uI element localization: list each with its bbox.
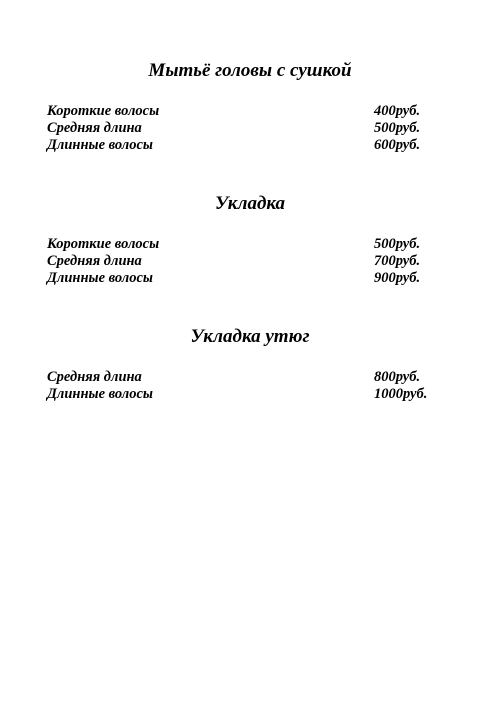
service-name: Короткие волосы (47, 103, 160, 119)
service-name: Средняя длина (47, 120, 142, 136)
price-row (47, 236, 447, 253)
price-list-styling (47, 236, 447, 287)
price-row (47, 103, 447, 120)
service-name: Короткие волосы (47, 236, 160, 252)
service-price: 600руб. (374, 137, 421, 153)
service-price: 900руб. (374, 270, 421, 286)
service-price: 700руб. (374, 253, 421, 269)
section-title-wash-dry: Мытьё головы с сушкой (148, 60, 352, 81)
price-row (47, 369, 447, 386)
price-row (47, 253, 447, 270)
service-name: Длинные волосы (47, 137, 153, 153)
service-name: Средняя длина (47, 253, 142, 269)
price-list-wash-dry (47, 103, 447, 154)
service-name: Средняя длина (47, 369, 142, 385)
price-row (47, 386, 447, 403)
service-price: 500руб. (374, 120, 421, 136)
service-price: 800руб. (374, 369, 421, 385)
service-name: Длинные волосы (47, 270, 153, 286)
price-row (47, 137, 447, 154)
service-price: 400руб. (374, 103, 421, 119)
section-title-styling: Укладка (214, 193, 286, 214)
service-price: 1000руб. (374, 386, 428, 402)
price-list-iron-styling (47, 369, 447, 403)
price-row (47, 120, 447, 137)
service-name: Длинные волосы (47, 386, 153, 402)
service-price: 500руб. (374, 236, 421, 252)
price-row (47, 270, 447, 287)
section-title-iron-styling: Укладка утюг (190, 326, 310, 347)
